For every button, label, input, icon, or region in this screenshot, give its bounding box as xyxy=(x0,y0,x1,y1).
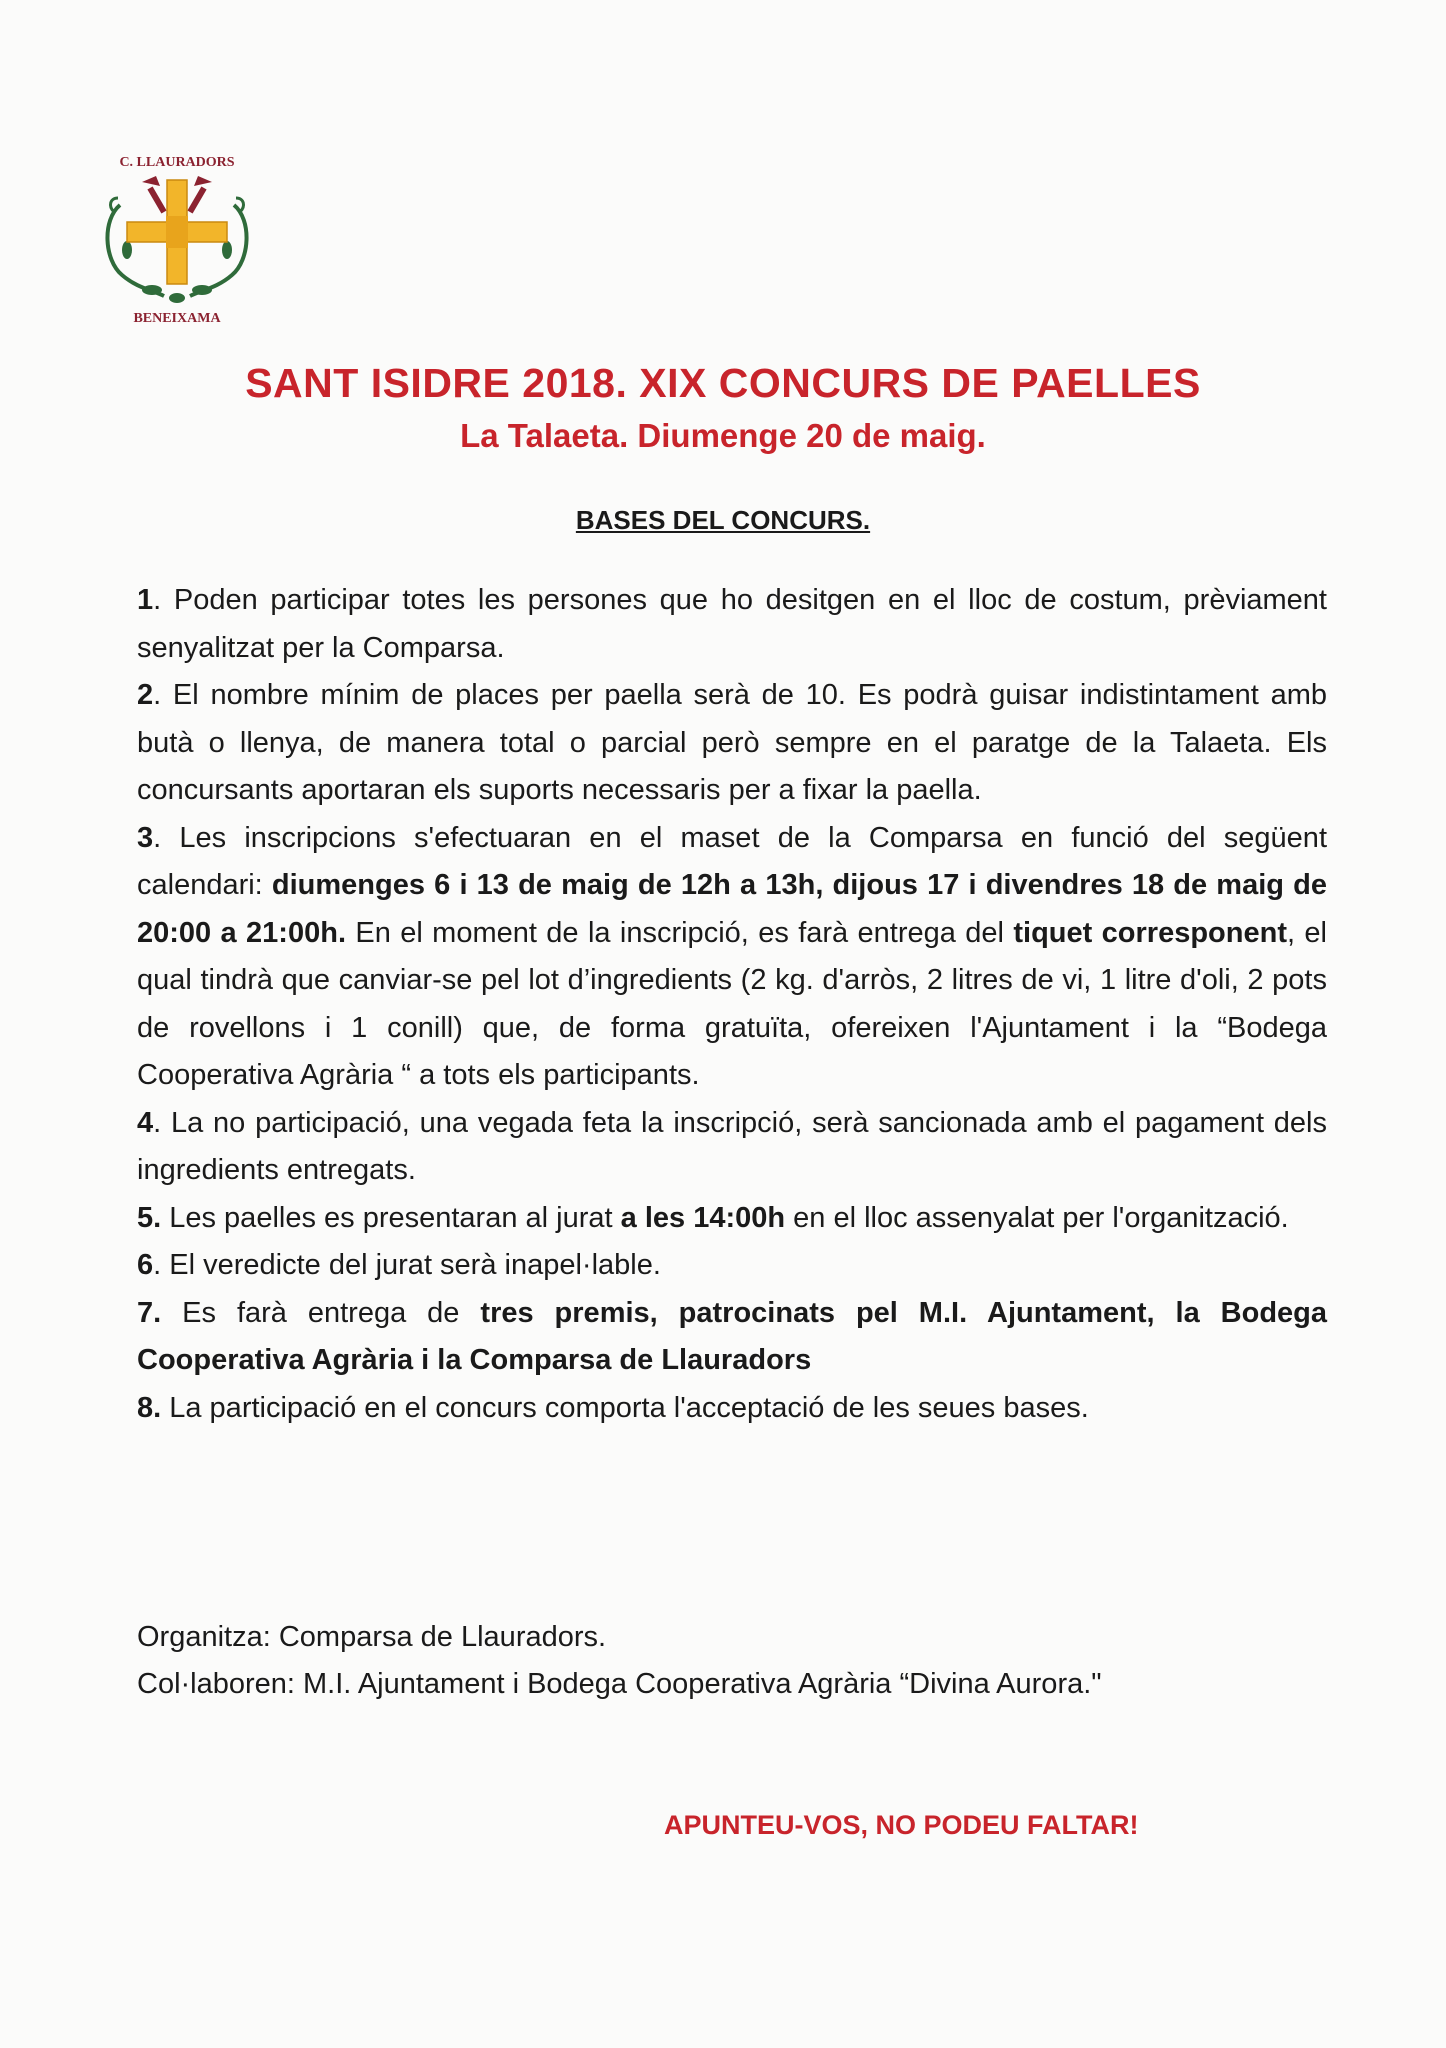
header xyxy=(0,360,1446,455)
logo-top-text: C. LLAURADORS xyxy=(119,155,235,170)
rule-item xyxy=(137,1195,1327,1243)
cross-emblem-icon xyxy=(92,150,262,325)
rule-text: . Les inscripcions s'efectuaran en el maset de la Comparsa en funció del següent calendari: xyxy=(137,821,1327,901)
organitza-line: Organitza: Comparsa de Llauradors. xyxy=(137,1621,607,1653)
rule-item xyxy=(137,1385,1327,1433)
credits xyxy=(137,1614,1337,1708)
rule-text: tiquet corresponent xyxy=(1013,916,1287,949)
rule-number: 1 xyxy=(137,584,154,616)
rule-number: 3 xyxy=(137,821,154,854)
rule-item xyxy=(137,1242,1327,1290)
rule-text: . El nombre mínim de places per paella serà de 10. Es podrà guisar indistintament amb butà o llenya, de manera total o parcial però sempre en el paratge de la Talaeta. Els concursants aportaran els suports necessaris per a fixar la paella. xyxy=(137,679,1327,806)
rule-item xyxy=(137,815,1327,1100)
comparsa-logo xyxy=(92,150,262,325)
rule-number: 2 xyxy=(137,679,154,711)
rule-item xyxy=(137,672,1327,815)
page-subtitle: La Talaeta. Diumenge 20 de maig. xyxy=(460,417,986,454)
rule-item xyxy=(137,1100,1327,1195)
collaboren-line: Col·laboren: M.I. Ajuntament i Bodega Cooperativa Agrària “Divina Aurora." xyxy=(137,1668,1102,1700)
rule-item xyxy=(137,1290,1327,1385)
call-to-action: APUNTEU-VOS, NO PODEU FALTAR! xyxy=(664,1810,1139,1840)
rule-text: . La no participació, una vegada feta la inscripció, serà sancionada amb el pagament dels ingredients entregats. xyxy=(137,1106,1327,1186)
rule-text: . El veredicte del jurat serà inapel·lable. xyxy=(153,1249,661,1281)
rules-list xyxy=(137,577,1327,1432)
rule-text: Es farà entrega de xyxy=(161,1296,481,1329)
rule-number: 7. xyxy=(137,1296,162,1329)
logo-bottom-text: BENEIXAMA xyxy=(133,311,221,325)
rule-number: 5. xyxy=(137,1201,162,1234)
rule-text: La participació en el concurs comporta l'acceptació de les seues bases. xyxy=(161,1391,1089,1424)
rule-text: Les paelles es presentaran al jurat xyxy=(161,1201,621,1234)
rule-text: . Poden participar totes les persones que ho desitgen en el lloc de costum, prèviament senyalitzat per la Comparsa. xyxy=(137,584,1327,664)
rule-number: 4 xyxy=(137,1106,154,1139)
page-title: SANT ISIDRE 2018. XIX CONCURS DE PAELLES xyxy=(245,360,1201,406)
rule-text: diumenges 6 i 13 de maig de 12h a 13h, dijous 17 i divendres 18 de maig de 20:00 a 21:00h. xyxy=(137,869,1327,949)
rule-text: tres premis, patrocinats pel M.I. Ajuntament, la Bodega Cooperativa Agrària i la Comparsa de Llauradors xyxy=(137,1296,1328,1376)
rule-item xyxy=(137,577,1327,672)
rule-text: a les 14:00h xyxy=(620,1201,786,1234)
rule-text: En el moment de la inscripció, es farà entrega del xyxy=(346,916,1014,949)
rule-text: en el lloc assenyalat per l'organització. xyxy=(785,1201,1289,1234)
rule-number: 8. xyxy=(137,1391,162,1424)
bases-heading: BASES DEL CONCURS. xyxy=(575,505,871,535)
rule-number: 6 xyxy=(137,1249,154,1281)
rule-text: , el qual tindrà que canviar-se pel lot d’ingredients (2 kg. d'arròs, 2 litres de vi, 1 litre d'oli, 2 pots de rovellons i 1 conill) que, de forma gratuïta, ofereixen l'Ajuntament i la “Bodega Cooperativa Agrària “ a tots els participants. xyxy=(137,916,1327,1091)
